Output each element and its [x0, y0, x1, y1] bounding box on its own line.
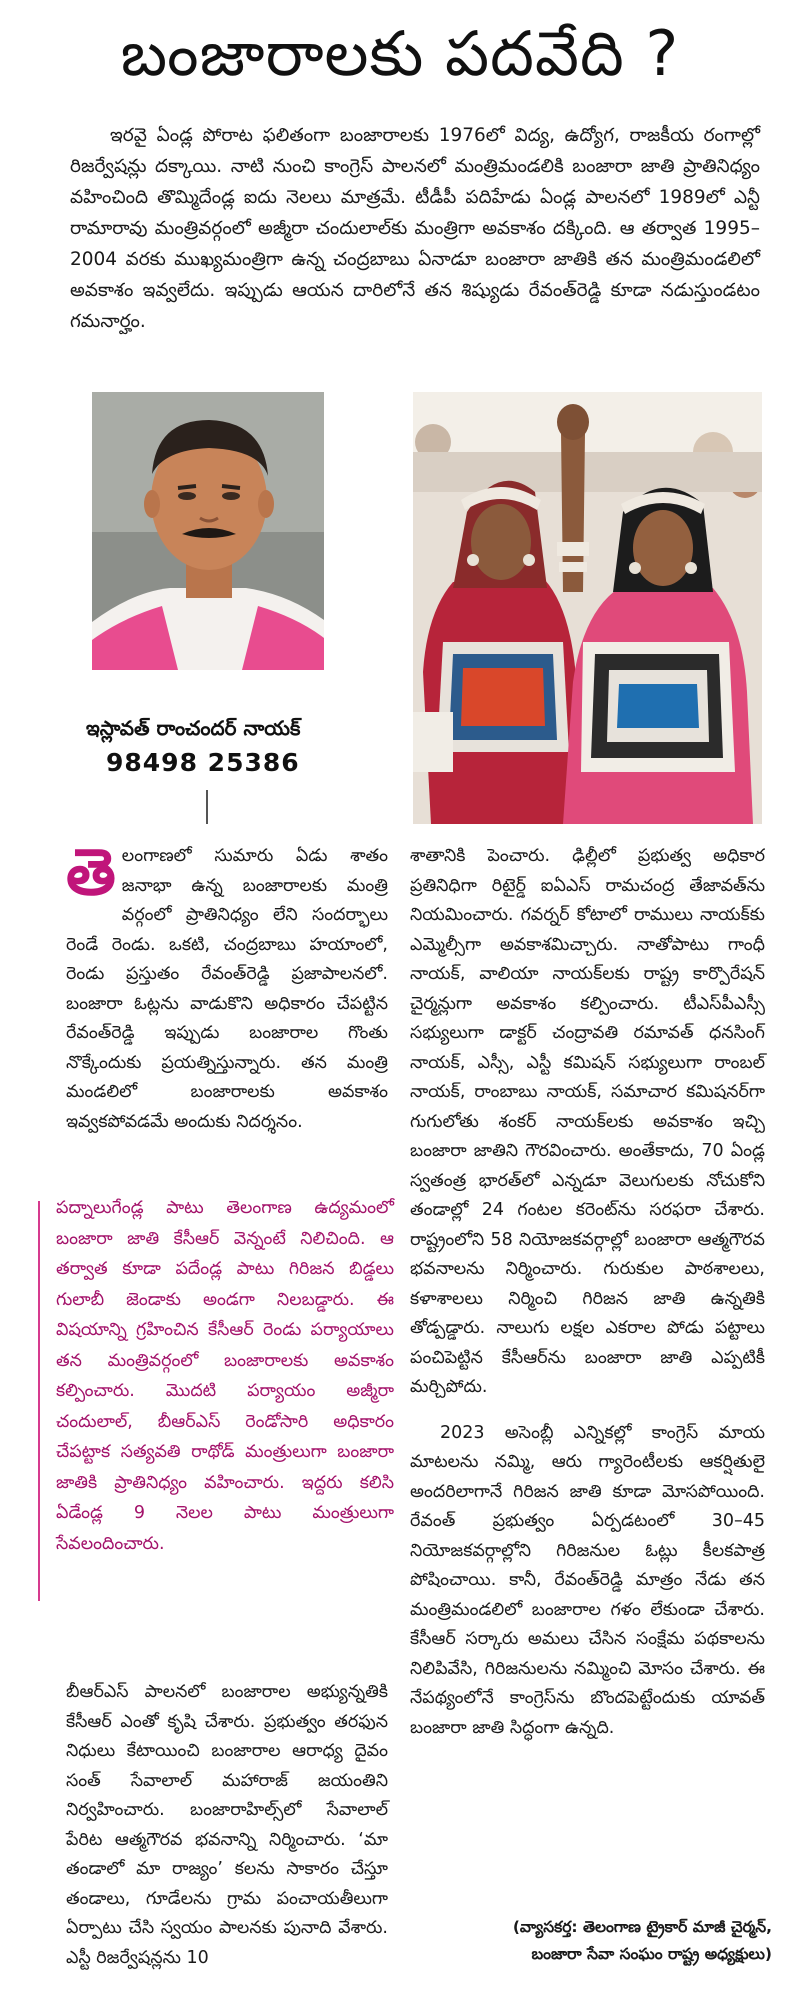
body-column-right	[410, 842, 765, 1743]
author-name: ఇస్లావత్ రాంచందర్ నాయక్	[86, 716, 301, 740]
author-photo	[92, 392, 324, 670]
body-column-left-top	[66, 836, 388, 1137]
body-paragraph-right-1: శాతానికి పెంచారు. ఢిల్లీలో ప్రభుత్వ అధికార ప్రతినిధిగా రిటైర్డ్ ఐఏఎస్ రామచంద్ర తేజావత్‌ను నియమించారు. గవర్నర్ కోటాలో రాములు నాయక్‌కు ఎమ్మెల్సీగా అవకాశమిచ్చారు. నాతోపాటు గాంధీ నాయక్, వాలియా నాయక్‌లకు రాష్ట్ర కార్పొరేషన్ చైర్మన్లుగా అవకాశం కల్పించారు. టీఎస్‌పీఎస్సీ సభ్యులుగా డాక్టర్ చంద్రావతి రమావత్ ధనసింగ్ నాయక్, ఎస్సీ, ఎస్టీ కమిషన్ సభ్యులుగా రాంబల్ నాయక్, రాంబాబు నాయక్, సమాచార కమిషనర్‌గా గుగులోతు శంకర్ నాయక్‌లకు అవకాశం ఇచ్చి బంజారా జాతిని గౌరవించారు. అంతేకాదు, 70 ఏండ్ల స్వతంత్ర భారత్‌లో ఎన్నడూ వెలుగులకు నోచుకోని తండాల్లో 24 గంటల కరెంట్‌ను సరఫరా చేశారు. రాష్ట్రంలోని 58 నియోజకవర్గాల్లో బంజారా ఆత్మగౌరవ భవనాలను నిర్మించారు. గురుకుల పాఠశాలలు, కళాశాలలు నిర్మించి గిరిజన జాతి ఉన్నతికి తోడ్పడ్డారు. నాలుగు లక్షల ఎకరాల పోడు పట్టాలు పంచిపెట్టిన కేసీఆర్‌ను బంజారా జాతి ఎప్పటికీ మర్చిపోదు.	[410, 846, 765, 1397]
pull-quote-text: పద్నాలుగేండ్ల పాటు తెలంగాణ ఉద్యమంలో బంజారా జాతి కేసీఆర్ వెన్నంటే నిలిచింది. ఆ తర్వాత కూడా పదేండ్ల పాటు గిరిజన బిడ్డలు గులాబీ జెండాకు అండగా నిలబడ్డారు. ఈ విషయాన్ని గ్రహించిన కేసీఆర్ రెండు పర్యాయాలు తన మంత్రివర్గంలో బంజారాలకు అవకాశం కల్పించారు. మొదటి పర్యాయం అజ్మీరా చందులాల్, బీఆర్‌ఎస్ రెండోసారి అధికారం చేపట్టాక సత్యవతి రాథోడ్ మంత్రులుగా బంజారా జాతికి ప్రాతినిధ్యం వహించారు. ఇద్దరు కలిసి ఏడేండ్ల 9 నెలల పాటు మంత్రులుగా సేవలందించారు.	[56, 1198, 394, 1554]
author-byline	[452, 1914, 772, 1968]
byline-line-1: (వ్యాసకర్త: తెలంగాణ ట్రైకార్ మాజీ చైర్మన్,	[512, 1918, 772, 1936]
pull-quote-rule	[38, 1201, 40, 1601]
separator-line	[206, 790, 208, 824]
byline-line-2: బంజారా సేవా సంఘం రాష్ట్ర అధ్యక్షులు)	[531, 1945, 772, 1963]
headline: బంజారాలకు పదవేది ?	[120, 17, 680, 90]
drop-cap: తె	[66, 836, 116, 910]
banjara-women-photo	[413, 392, 762, 824]
body-paragraph-right-2: 2023 అసెంబ్లీ ఎన్నికల్లో కాంగ్రెస్ మాయ మాటలను నమ్మి, ఆరు గ్యారెంటీలకు ఆకర్షితులై అందరిలాగానే గిరిజన జాతి కూడా మోసపోయింది. రేవంత్ ప్రభుత్వం ఏర్పడటంలో 30–45 నియోజకవర్గాల్లోని గిరిజనుల ఓట్లు కీలకపాత్ర పోషించాయి. కానీ, రేవంత్‌రెడ్డి మాత్రం నేడు తన మంత్రిమండలిలో బంజారాల గళం లేకుండా చేశారు. కేసీఆర్ సర్కారు అమలు చేసిన సంక్షేమ పథకాలను నిలిపివేసి, గిరిజనులను నమ్మించి మోసం చేశారు. ఈ నేపథ్యంలోనే కాంగ్రెస్‌ను బొందపెట్టేందుకు యావత్ బంజారా జాతి సిద్ధంగా ఉన్నది.	[410, 1422, 765, 1738]
pull-quote	[38, 1193, 394, 1623]
intro-paragraph: ఇరవై ఏండ్ల పోరాట ఫలితంగా బంజారాలకు 1976లో విద్య, ఉద్యోగ, రాజకీయ రంగాల్లో రిజర్వేషన్లు దక్కాయి. నాటి నుంచి కాంగ్రెస్ పాలనలో మంత్రిమండలికి బంజారా జాతి ప్రాతినిధ్యం వహించింది తొమ్మిదేండ్ల ఐదు నెలలు మాత్రమే. టీడీపీ పదిహేడు ఏండ్ల పాలనలో 1989లో ఎన్టీ రామారావు మంత్రివర్గంలో అజ్మీరా చందులాల్‌కు మంత్రిగా అవకాశం దక్కింది. ఆ తర్వాత 1995–2004 వరకు ముఖ్యమంత్రిగా ఉన్న చంద్రబాబు ఏనాడూ బంజారా జాతికి తన మంత్రిమండలిలో అవకాశం ఇవ్వలేదు. ఇప్పుడు ఆయన దారిలోనే తన శిష్యుడు రేవంత్‌రెడ్డి కూడా నడుస్తుండటం గమనార్హం.	[70, 125, 760, 332]
body-paragraph-3: బీఆర్‌ఎస్ పాలనలో బంజారాల అభ్యున్నతికి కేసీఆర్ ఎంతో కృషి చేశారు. ప్రభుత్వం తరఫున నిధులు కేటాయించి బంజారాల ఆరాధ్య దైవం సంత్ సేవాలాల్ మహారాజ్ జయంతిని నిర్వహించారు. బంజారాహిల్స్‌లో సేవాలాల్ పేరిట ఆత్మగౌరవ భవనాన్ని నిర్మించారు. ‘మా తండాలో మా రాజ్యం’ కలను సాకారం చేస్తూ తండాలు, గూడేలను గ్రామ పంచాయతీలుగా ఏర్పాటు చేసి స్వయం పాలనకు పునాది వేశారు. ఎస్టీ రిజర్వేషన్లను 10	[66, 1682, 388, 1968]
body-paragraph-1: లంగాణలో సుమారు ఏడు శాతం జనాభా ఉన్న బంజారాలకు మంత్రి వర్గంలో ప్రాతినిధ్యం లేని సందర్భాలు రెండే రెండు. ఒకటి, చంద్రబాబు హయాంలో, రెండు ప్రస్తుతం రేవంత్‌రెడ్డి ప్రజాపాలనలో. బంజారా ఓట్లను వాడుకొని అధికారం చేపట్టిన రేవంత్‌రెడ్డి ఇప్పుడు బంజారాల గొంతు నొక్కేందుకు ప్రయత్నిస్తున్నారు. తన మంత్రి మండలిలో బంజారాలకు అవకాశం ఇవ్వకపోవడమే అందుకు నిదర్శనం.	[66, 846, 388, 1132]
author-phone: 98498 25386	[106, 748, 300, 777]
